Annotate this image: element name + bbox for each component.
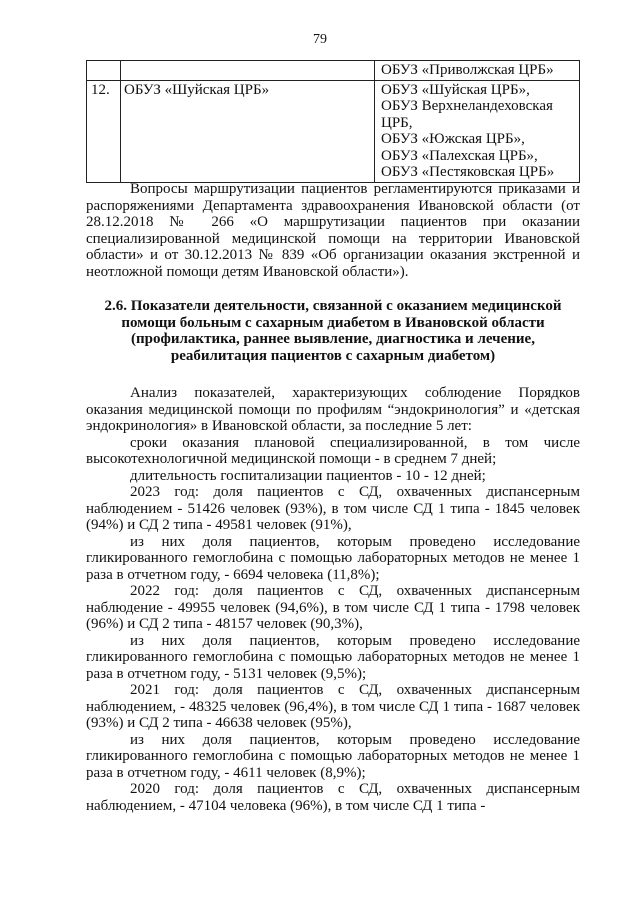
list-item: ОБУЗ Верхнеландеховская ЦРБ, xyxy=(381,98,553,131)
row-number xyxy=(87,61,121,81)
paragraph: 2021 год: доля пациентов с СД, охваченных диспансерным наблюдением, - 48325 человек (96,4%), в том числе СД 1 типа - 1687 человек (93%) и СД 2 типа - 46638 человек (95%), xyxy=(86,682,580,731)
heading-line: 2.6. Показатели деятельности, связанной с оказанием медицинской xyxy=(104,298,562,314)
paragraph: из них доля пациентов, которым проведено исследование гликированного гемоглобина с помощью лабораторных методов не менее 1 раза в отчетном году, - 4611 человек (8,9%); xyxy=(86,731,580,781)
list-item: ОБУЗ «Приволжская ЦРБ» xyxy=(381,62,554,78)
paragraph: из них доля пациентов, которым проведено исследование гликированного гемоглобина с помощью лабораторных методов не менее 1 раза в отчетном году, - 6694 человека (11,8%); xyxy=(86,533,580,583)
routing-table xyxy=(86,60,580,183)
heading-line: реабилитация пациентов с сахарным диабетом) xyxy=(170,347,496,364)
page-number: 79 xyxy=(313,32,327,47)
list-item: ОБУЗ «Южская ЦРБ», xyxy=(381,131,525,147)
paragraph: длительность госпитализации пациентов - 10 - 12 дней; xyxy=(130,467,486,484)
paragraph: сроки оказания плановой специализированной, в том числе высокотехнологичной медицинской помощи - в среднем 7 дней; xyxy=(86,434,580,467)
row-number: 12. xyxy=(87,80,121,182)
paragraph: Анализ показателей, характеризующих соблюдение Порядков оказания медицинской помощи по профилям “эндокринология” и «детская эндокринология» в Ивановской области, за последние 5 лет: xyxy=(86,385,580,434)
paragraph: из них доля пациентов, которым проведено исследование гликированного гемоглобина с помощью лабораторных методов не менее 1 раза в отчетном году, - 5131 человек (9,5%); xyxy=(86,632,580,682)
section-heading xyxy=(86,298,580,364)
paragraph: Вопросы маршрутизации пациентов регламентируются приказами и распоряжениями Департамента здравоохранения Ивановской области (от 28.12.2018 № 266 «О маршрутизации пациентов при оказании специализированной медицинской помощи на территории Ивановской области» и от 30.12.2013 № 839 «Об организации оказания экстренной и неотложной помощи детям Ивановской области»). xyxy=(86,181,580,280)
paragraph: 2022 год: доля пациентов с СД, охваченных диспансерным наблюдение - 49955 человек (94,6%), в том числе СД 1 типа - 1798 человек (96%) и СД 2 типа - 48157 человек (90,3%), xyxy=(86,583,580,632)
table-row xyxy=(87,61,580,81)
list-item: ОБУЗ «Пестяковская ЦРБ» xyxy=(381,164,555,180)
institution-name xyxy=(121,61,375,81)
routed-institutions xyxy=(375,80,580,182)
institution-name: ОБУЗ «Шуйская ЦРБ» xyxy=(121,80,375,182)
list-item: ОБУЗ «Шуйская ЦРБ», xyxy=(381,81,530,98)
body-text xyxy=(86,385,580,814)
list-item: ОБУЗ «Палехская ЦРБ», xyxy=(381,147,538,164)
routed-institutions xyxy=(375,61,580,81)
paragraph: 2020 год: доля пациентов с СД, охваченных диспансерным наблюдением, - 47104 человека (96%), в том числе СД 1 типа - xyxy=(86,781,580,814)
heading-line: помощи больным с сахарным диабетом в Ивановской области xyxy=(121,314,545,331)
routing-paragraph xyxy=(86,181,580,280)
heading-line: (профилактика, раннее выявление, диагностика и лечение, xyxy=(131,331,535,347)
table-row xyxy=(87,80,580,182)
paragraph: 2023 год: доля пациентов с СД, охваченных диспансерным наблюдением - 51426 человек (93%), в том числе СД 1 типа - 1845 человек (94%) и СД 2 типа - 49581 человек (91%), xyxy=(86,484,580,533)
